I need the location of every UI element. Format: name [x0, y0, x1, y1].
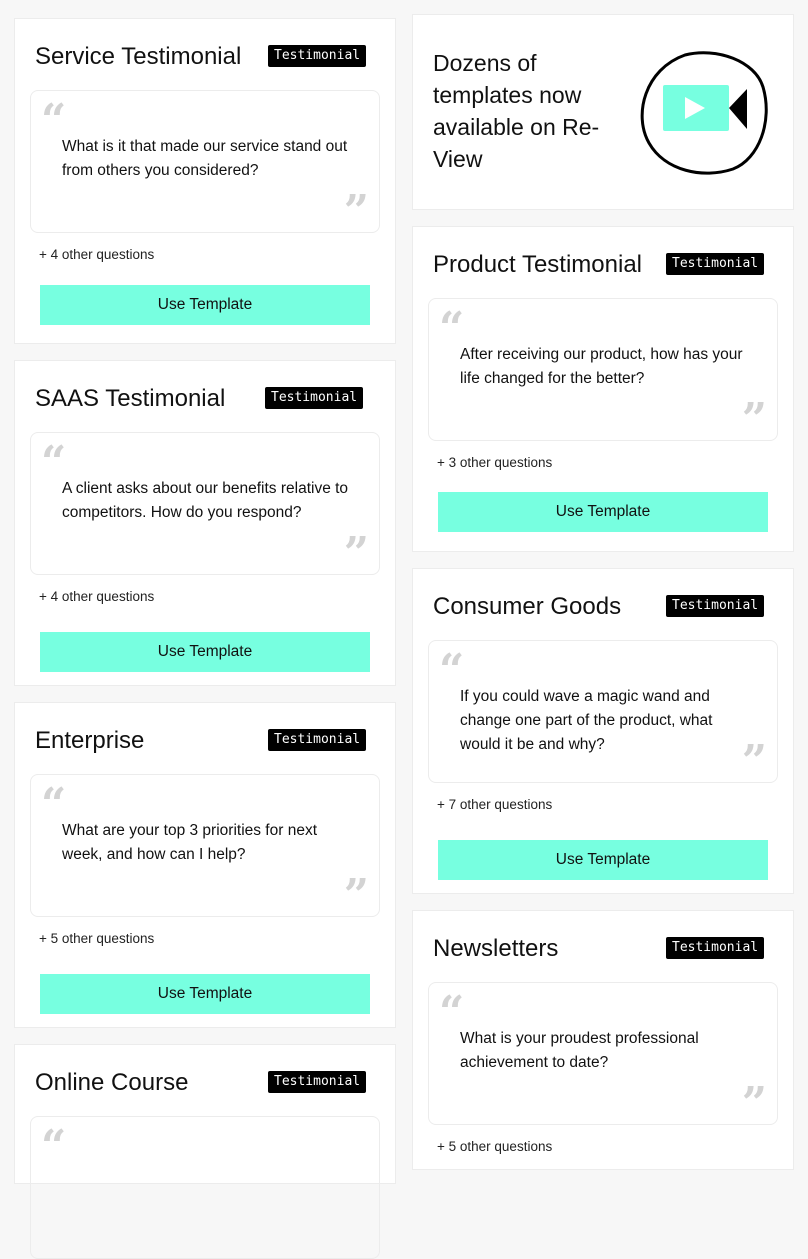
testimonial-badge: Testimonial — [268, 45, 366, 67]
card-title: Online Course — [35, 1069, 189, 1096]
close-quote-icon: ” — [343, 186, 369, 237]
card-title: Enterprise — [35, 727, 145, 754]
card-title: SAAS Testimonial — [35, 385, 226, 412]
question-preview — [428, 982, 778, 1129]
testimonial-badge: Testimonial — [666, 937, 764, 959]
other-questions-count: + 4 other questions — [39, 589, 155, 604]
open-quote-icon: “ — [439, 987, 465, 1038]
video-camera-icon — [637, 47, 769, 182]
testimonial-badge: Testimonial — [666, 253, 764, 275]
template-card-product-testimonial — [412, 226, 794, 552]
card-title: Consumer Goods — [433, 593, 622, 620]
open-quote-icon: “ — [41, 95, 67, 146]
open-quote-icon: “ — [41, 437, 67, 488]
testimonial-badge: Testimonial — [265, 387, 363, 409]
template-card-newsletters — [412, 910, 794, 1170]
template-card-online-course — [14, 1044, 396, 1184]
testimonial-badge: Testimonial — [268, 729, 366, 751]
question-preview — [30, 774, 380, 921]
open-quote-icon: “ — [41, 1121, 67, 1172]
close-quote-icon: ” — [741, 736, 767, 787]
other-questions-count: + 5 other questions — [437, 1139, 553, 1154]
other-questions-count: + 7 other questions — [437, 797, 553, 812]
other-questions-count: + 4 other questions — [39, 247, 155, 262]
close-quote-icon: ” — [741, 394, 767, 445]
other-questions-count: + 3 other questions — [437, 455, 553, 470]
use-template-button[interactable]: Use Template — [438, 840, 768, 880]
use-template-button[interactable]: Use Template — [40, 632, 370, 672]
open-quote-icon: “ — [41, 779, 67, 830]
use-template-button[interactable]: Use Template — [438, 492, 768, 532]
template-card-saas-testimonial — [14, 360, 396, 686]
template-card-service-testimonial — [14, 18, 396, 344]
testimonial-badge: Testimonial — [666, 595, 764, 617]
promo-text: Dozens of templates now available on Re-View — [433, 50, 600, 172]
question-text: What are your top 3 priorities for next week, and how can I help? — [62, 822, 318, 863]
close-quote-icon: ” — [343, 870, 369, 921]
other-questions-count: + 5 other questions — [39, 931, 155, 946]
question-text: A client asks about our benefits relative to competitors. How do you respond? — [62, 480, 349, 521]
template-card-enterprise — [14, 702, 396, 1028]
question-preview — [30, 1116, 380, 1259]
card-title: Newsletters — [433, 935, 559, 962]
question-preview — [30, 432, 380, 579]
question-preview — [428, 640, 778, 787]
open-quote-icon: “ — [439, 303, 465, 354]
open-quote-icon: “ — [439, 645, 465, 696]
testimonial-badge: Testimonial — [268, 1071, 366, 1093]
question-text: After receiving our product, how has your life changed for the better? — [460, 346, 743, 387]
promo-card — [412, 14, 794, 210]
card-title: Product Testimonial — [433, 251, 642, 278]
question-text: What is your proudest professional achievement to date? — [460, 1030, 699, 1071]
use-template-button[interactable]: Use Template — [40, 285, 370, 325]
template-card-consumer-goods — [412, 568, 794, 894]
question-text: What is it that made our service stand out from others you considered? — [62, 138, 348, 179]
question-preview — [428, 298, 778, 445]
question-preview — [30, 90, 380, 237]
close-quote-icon: ” — [343, 528, 369, 579]
card-title: Service Testimonial — [35, 43, 242, 70]
close-quote-icon: ” — [741, 1078, 767, 1129]
use-template-button[interactable]: Use Template — [40, 974, 370, 1014]
question-text: If you could wave a magic wand and change one part of the product, what would it be and why? — [460, 688, 713, 753]
